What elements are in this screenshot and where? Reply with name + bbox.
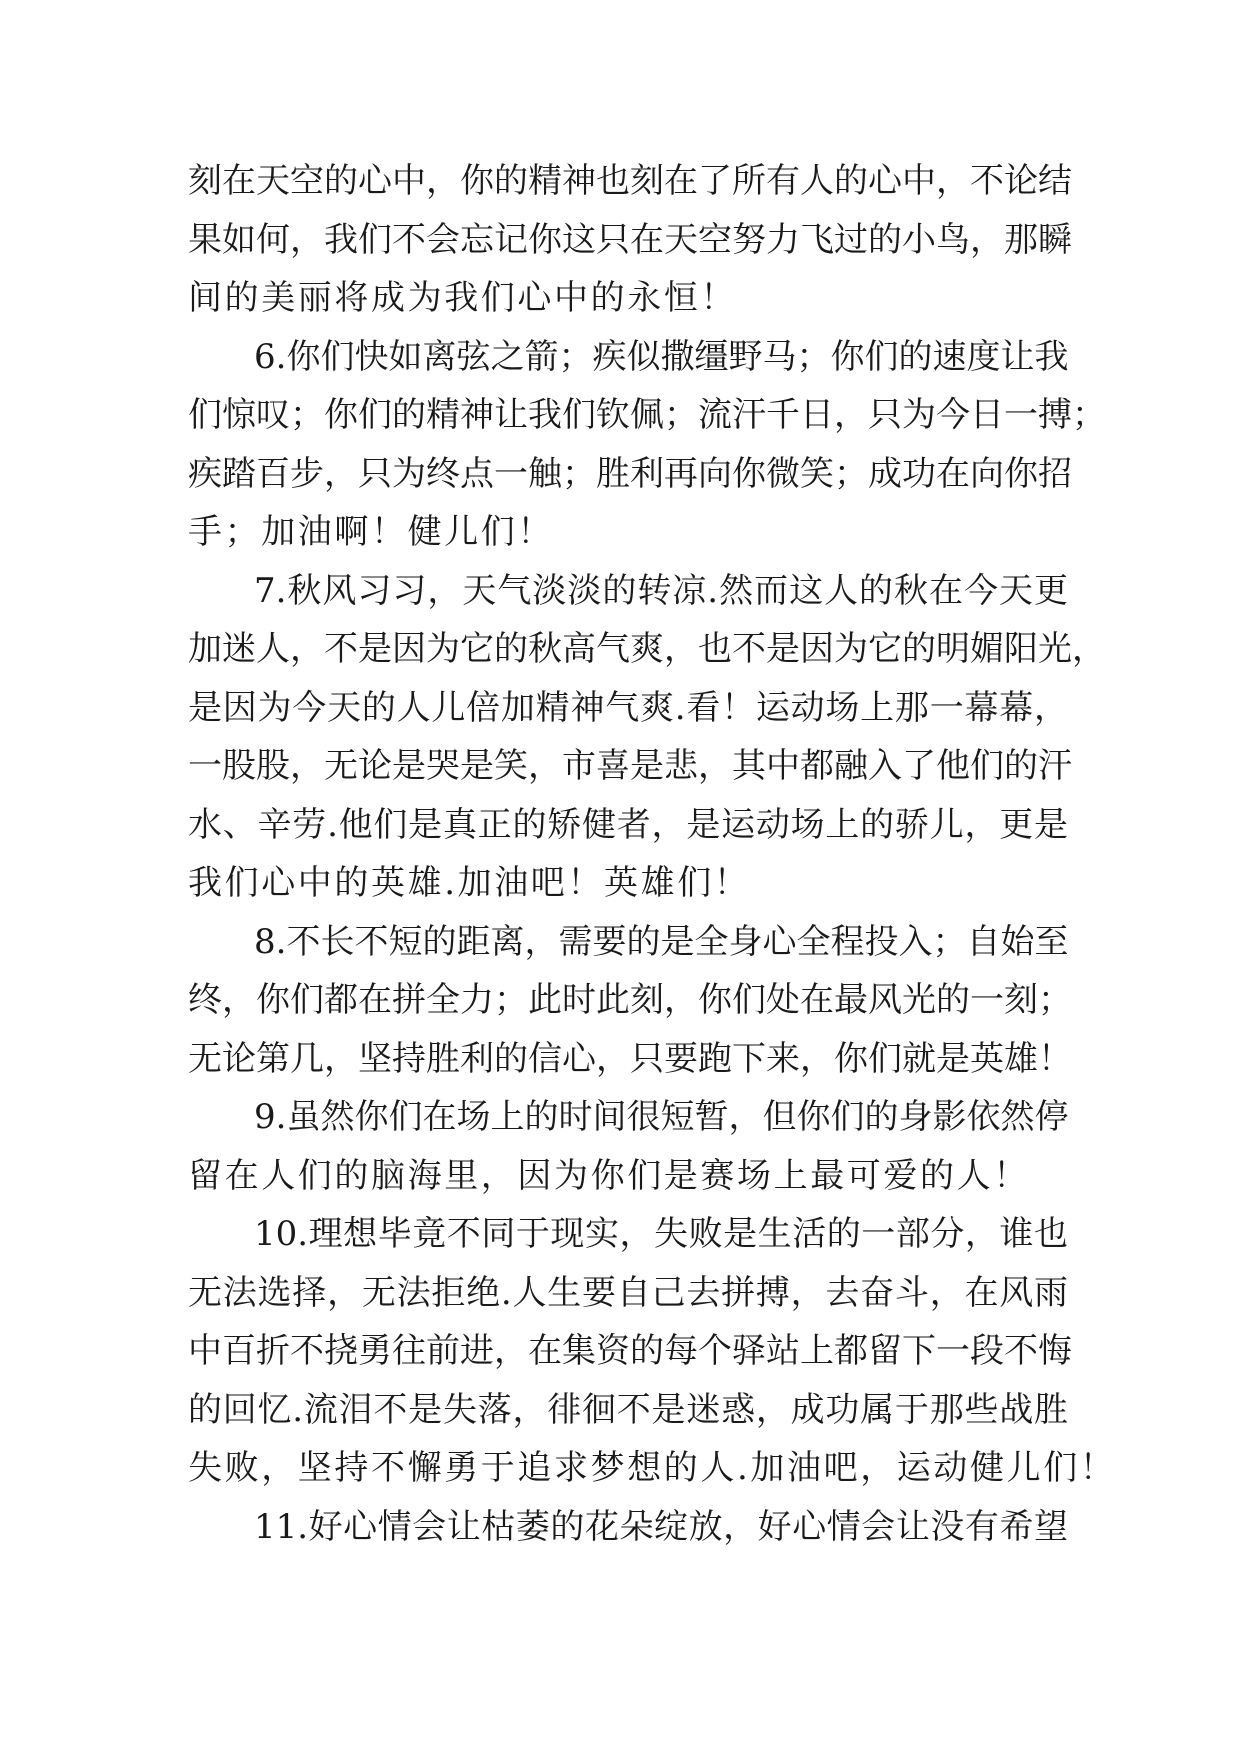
text-line: 中百折不挠勇往前进，在集资的每个驿站上都留下一段不悔 <box>188 1331 1072 1371</box>
text-line: 间的美丽将成为我们心中的永恒！ <box>188 278 737 318</box>
text-line: 无法选择，无法拒绝.人生要自己去拼搏，去奋斗，在风雨 <box>188 1272 1068 1313</box>
text-line: 我们心中的英雄.加油吧！英雄们！ <box>188 863 751 903</box>
paragraph-start-line: 8.不长不短的距离，需要的是全身心全程投入；自始至 <box>254 921 1069 962</box>
text-line: 加迷人，不是因为它的秋高气爽，也不是因为它的明媚阳光， <box>188 629 1106 669</box>
text-line: 的回忆.流泪不是失落，徘徊不是迷惑，成功属于那些战胜 <box>188 1389 1068 1430</box>
text-line: 一股股，无论是哭是笑，市喜是悲，其中都融入了他们的汗 <box>188 746 1072 786</box>
text-line: 留在人们的脑海里，因为你们是赛场上最可爱的人！ <box>188 1155 1030 1196</box>
paragraph-start-line: 6.你们快如离弦之箭；疾似撒缰野马；你们的速度让我 <box>254 336 1069 377</box>
paragraph-start-line: 9.虽然你们在场上的时间很短暂，但你们的身影依然停 <box>254 1097 1069 1137</box>
paragraph-start-line: 7.秋风习习，天气淡淡的转凉.然而这人的秋在今天更 <box>254 570 1068 611</box>
text-line: 终，你们都在拼全力；此时此刻，你们处在最风光的一刻； <box>188 980 1072 1020</box>
text-line: 手；加油啊！健儿们！ <box>188 512 554 552</box>
text-line: 们惊叹；你们的精神让我们钦佩；流汗千日，只为今日一搏； <box>188 395 1106 435</box>
body-text <box>188 152 1117 1556</box>
text-line: 是因为今天的人儿倍加精神气爽.看！运动场上那一幕幕， <box>188 687 1068 728</box>
text-line: 疾踏百步，只为终点一触；胜利再向你微笑；成功在向你招 <box>188 453 1072 494</box>
text-line: 水、辛劳.他们是真正的矫健者，是运动场上的骄儿，更是 <box>188 804 1068 845</box>
paragraph-start-line: 10.理想毕竟不同于现实，失败是生活的一部分，谁也 <box>254 1214 1068 1254</box>
paragraph-start-line: 11.好心情会让枯萎的花朵绽放，好心情会让没有希望 <box>254 1506 1068 1547</box>
text-line: 刻在天空的心中，你的精神也刻在了所有人的心中，不论结 <box>188 161 1072 201</box>
text-line: 失败，坚持不懈勇于追求梦想的人.加油吧，运动健儿们！ <box>188 1448 1117 1488</box>
text-line: 无论第几，坚持胜利的信心，只要跑下来，你们就是英雄！ <box>188 1038 1072 1079</box>
text-line: 果如何，我们不会忘记你这只在天空努力飞过的小鸟，那瞬 <box>188 219 1072 260</box>
